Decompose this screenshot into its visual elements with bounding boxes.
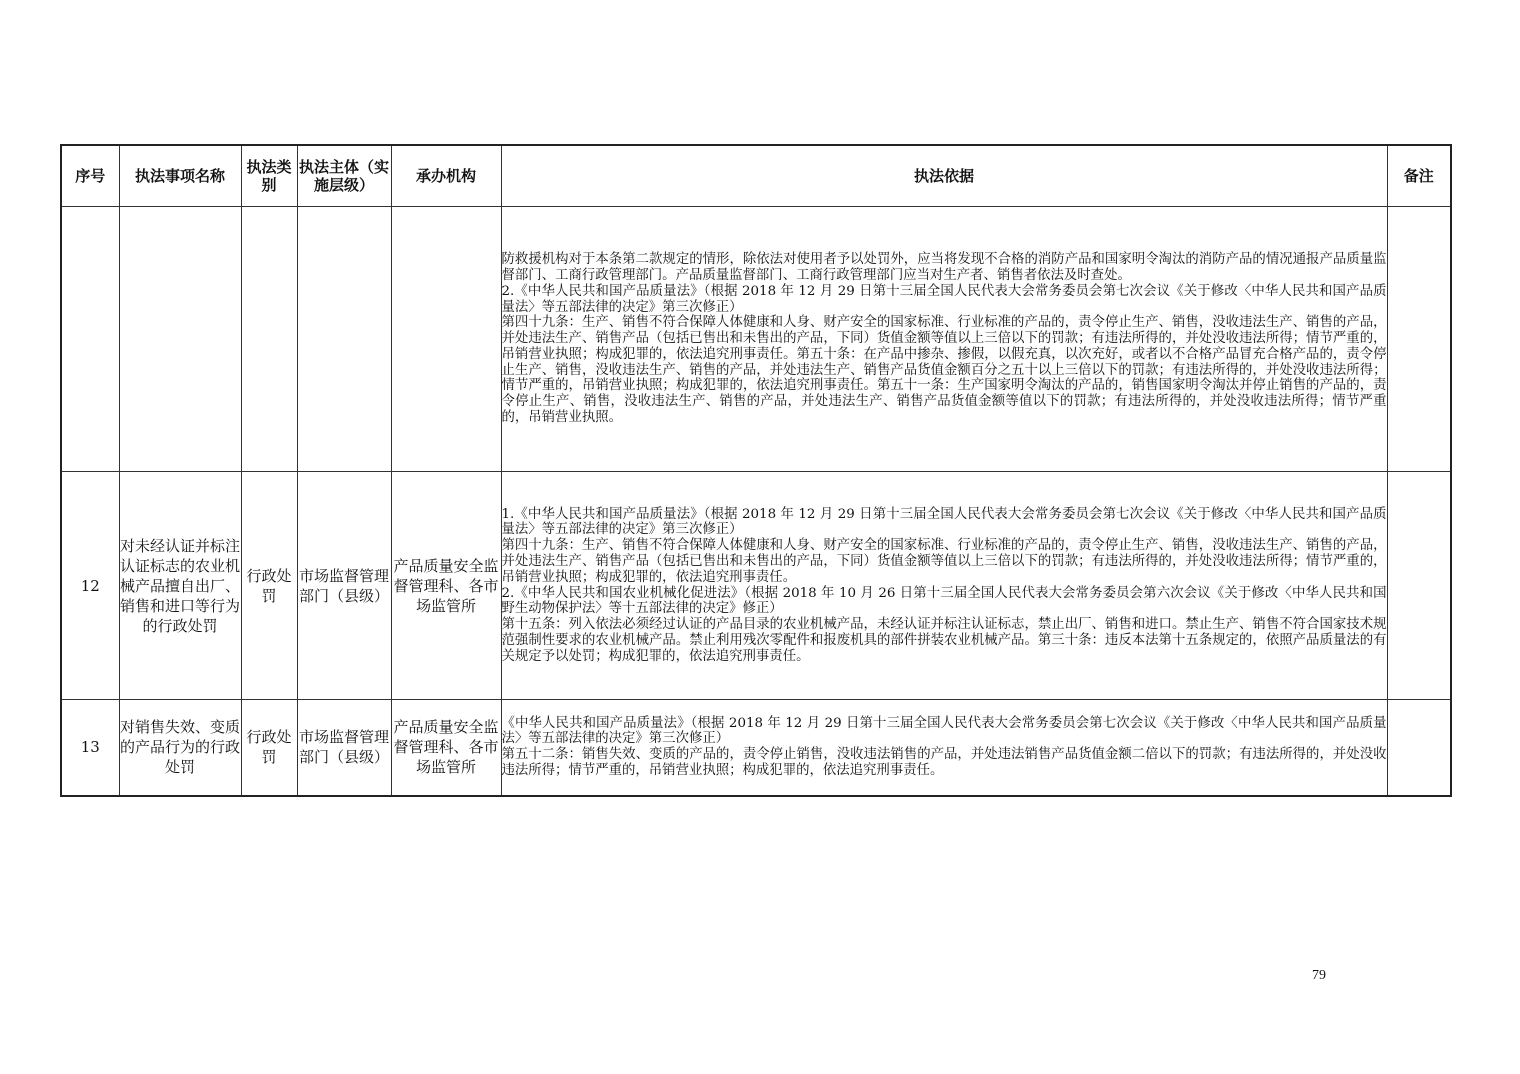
header-legal-basis: 执法依据 [501, 145, 1387, 207]
enforcement-items-table [60, 144, 1452, 797]
row-legal-basis [501, 700, 1387, 796]
row-agency: 产品质量安全监督管理科、各市场监管所 [391, 472, 501, 700]
page-number: 79 [1312, 968, 1326, 983]
basis-paragraph: 第十五条：列入依法必须经过认证的产品目录的农业机械产品，未经认证并标注认证标志，禁止出厂、销售和进口。禁止生产、销售不符合国家技术规范强制性要求的农业机械产品。禁止利用残次零配件和报废机具的部件拼装农业机械产品。第三十条：违反本法第十五条规定的，依照产品质量法的有关规定予以处罚；构成犯罪的，依法追究刑事责任。 [501, 617, 1387, 664]
header-enforcement-subject: 执法主体（实施层级） [297, 145, 391, 207]
table-row [61, 700, 1451, 796]
table-row [61, 472, 1451, 700]
row-legal-basis [501, 207, 1387, 472]
row-no: 13 [61, 700, 119, 796]
row-agency: 产品质量安全监督管理科、各市场监管所 [391, 700, 501, 796]
row-no [61, 207, 119, 472]
basis-paragraph: 《中华人民共和国产品质量法》（根据 2018 年 12 月 29 日第十三届全国人民代表大会常务委员会第七次会议《关于修改〈中华人民共和国产品质量法〉等五部法律的决定》第三次修正） [501, 715, 1387, 747]
row-item-name: 对销售失效、变质的产品行为的行政处罚 [119, 700, 241, 796]
row-remarks [1387, 472, 1451, 700]
row-remarks [1387, 700, 1451, 796]
row-subject [297, 207, 391, 472]
basis-paragraph: 1.《中华人民共和国产品质量法》（根据 2018 年 12 月 29 日第十三届全国人民代表大会常务委员会第七次会议《关于修改〈中华人民共和国产品质量法〉等五部法律的决定》第三次修正） [501, 506, 1387, 538]
row-category: 行政处罚 [241, 472, 297, 700]
basis-paragraph: 防救援机构对于本条第二款规定的情形，除依法对使用者予以处罚外，应当将发现不合格的消防产品和国家明令淘汰的消防产品的情况通报产品质量监督部门、工商行政管理部门。产品质量监督部门、工商行政管理部门应当对生产者、销售者依法及时查处。 [501, 252, 1387, 283]
header-handling-agency: 承办机构 [391, 145, 501, 207]
row-no: 12 [61, 472, 119, 700]
header-no: 序号 [61, 145, 119, 207]
basis-paragraph: 第四十九条：生产、销售不符合保障人体健康和人身、财产安全的国家标准、行业标准的产品的，责令停止生产、销售，没收违法生产、销售的产品，并处违法生产、销售产品（包括已售出和未售出的产品，下同）货值金额等值以上三倍以下的罚款；有违法所得的，并处没收违法所得；情节严重的，吊销营业执照；构成犯罪的，依法追究刑事责任。第五十条：在产品中掺杂、掺假，以假充真，以次充好，或者以不合格产品冒充合格产品的，责令停止生产、销售，没收违法生产、销售的产品，并处违法生产、销售产品货值金额百分之五十以上三倍以下的罚款；有违法所得的，并处没收违法所得；情节严重的，吊销营业执照；构成犯罪的，依法追究刑事责任。第五十一条：生产国家明令淘汰的产品的，销售国家明令淘汰并停止销售的产品的，责令停止生产、销售，没收违法生产、销售的产品，并处违法生产、销售产品货值金额等值以下的罚款；有违法所得的，并处没收违法所得；情节严重的，吊销营业执照。 [501, 315, 1387, 426]
table-row [61, 207, 1451, 472]
row-subject: 市场监督管理部门（县级） [297, 472, 391, 700]
row-remarks [1387, 207, 1451, 472]
row-category: 行政处罚 [241, 700, 297, 796]
row-category [241, 207, 297, 472]
row-item-name: 对未经认证并标注认证标志的农业机械产品擅自出厂、销售和进口等行为的行政处罚 [119, 472, 241, 700]
row-subject: 市场监督管理部门（县级） [297, 700, 391, 796]
header-category: 执法类别 [241, 145, 297, 207]
header-item-name: 执法事项名称 [119, 145, 241, 207]
basis-paragraph: 第四十九条：生产、销售不符合保障人体健康和人身、财产安全的国家标准、行业标准的产品的，责令停止生产、销售，没收违法生产、销售的产品，并处违法生产、销售产品（包括已售出和未售出的产品，下同）货值金额等值以上三倍以下的罚款；有违法所得的，并处没收违法所得；情节严重的，吊销营业执照；构成犯罪的，依法追究刑事责任。 [501, 538, 1387, 585]
header-row [61, 145, 1451, 207]
row-legal-basis [501, 472, 1387, 700]
basis-paragraph: 2.《中华人民共和国产品质量法》（根据 2018 年 12 月 29 日第十三届全国人民代表大会常务委员会第七次会议《关于修改〈中华人民共和国产品质量法〉等五部法律的决定》第三次修正） [501, 283, 1387, 315]
row-item-name [119, 207, 241, 472]
row-agency [391, 207, 501, 472]
header-remarks: 备注 [1387, 145, 1451, 207]
basis-paragraph: 第五十二条：销售失效、变质的产品的，责令停止销售，没收违法销售的产品，并处违法销售产品货值金额二倍以下的罚款；有违法所得的，并处没收违法所得；情节严重的，吊销营业执照；构成犯罪的，依法追究刑事责任。 [501, 747, 1387, 779]
basis-paragraph: 2.《中华人民共和国农业机械化促进法》（根据 2018 年 10 月 26 日第十三届全国人民代表大会常务委员会第六次会议《关于修改〈中华人民共和国野生动物保护法〉等十五部法律的决定》修正） [501, 585, 1387, 617]
